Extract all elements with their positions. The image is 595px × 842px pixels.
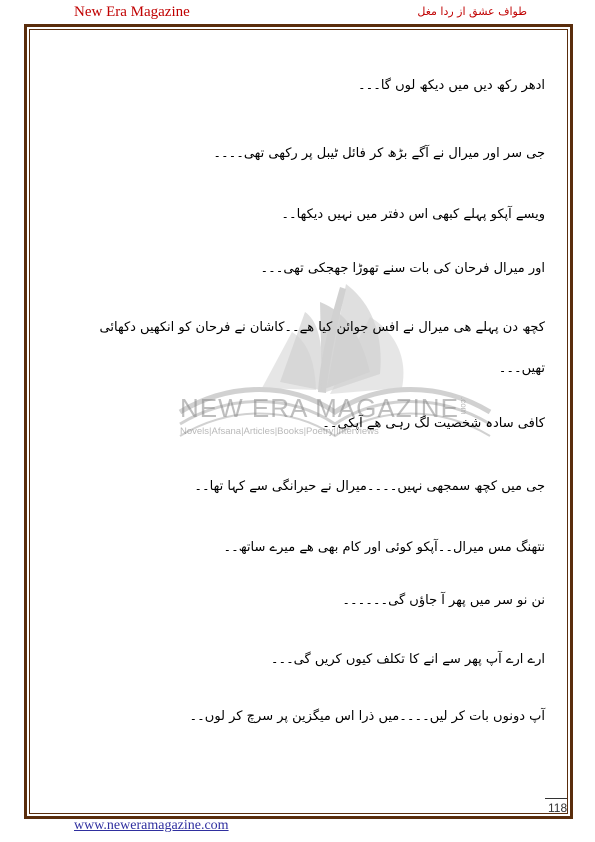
body-line: آپ دونوں بات کر لیں۔۔۔۔میں ذرا اس میگزین پر سرچ کر لوں۔۔	[189, 709, 545, 724]
body-line: کچھ دن پہلے ھی میرال نے افس جوائن کیا ھے۔۔کاشان نے فرحان کو انکھیں دکھائی	[99, 320, 545, 335]
magazine-name: New Era Magazine	[74, 4, 190, 20]
body-line: تھیں۔۔۔	[498, 361, 545, 376]
body-line: اور میرال فرحان کی بات سنے تھوڑا جھجکی تھی۔۔۔	[260, 261, 545, 276]
watermark-tagline: Novels|Afsana|Articles|Books|Poetry|Interviews	[180, 426, 379, 437]
watermark-title: NEW ERA MAGAZINE	[180, 393, 459, 423]
page-number: 118	[548, 801, 568, 815]
body-line: ادھر رکھ دیں میں دیکھ لوں گا۔۔۔	[357, 78, 545, 93]
body-line: جی میں کچھ سمجھی نہیں۔۔۔۔میرال نے حیرانگی سے کہا تھا۔۔	[194, 479, 545, 494]
website-link[interactable]: www.neweramagazine.com	[74, 818, 229, 833]
body-line: نتھنگ مس میرال۔۔آپکو کوئی اور کام بھی ھے میرے ساتھ۔۔	[223, 540, 545, 555]
watermark-suffix: .com	[459, 397, 468, 415]
page-number-rule	[545, 798, 567, 799]
body-line: ویسے آپکو پہلے کبھی اس دفتر میں نہیں دیکھا۔۔	[281, 207, 545, 222]
body-line: جی سر اور میرال نے آگے بڑھ کر فائل ٹیبل پر رکھی تھی۔۔۔۔	[213, 146, 545, 161]
body-line: ارے ارے آپ پھر سے انے کا تکلف کیوں کریں گی۔۔۔	[270, 652, 545, 667]
body-line: نن نو سر میں پھر آ جاؤں گی۔۔۔۔۔۔	[342, 593, 545, 608]
novel-title: طواف عشق از ردا مغل	[417, 5, 527, 18]
body-line: کافی سادہ شخصیت لگ رہی ھے آپکی۔۔	[322, 416, 545, 431]
